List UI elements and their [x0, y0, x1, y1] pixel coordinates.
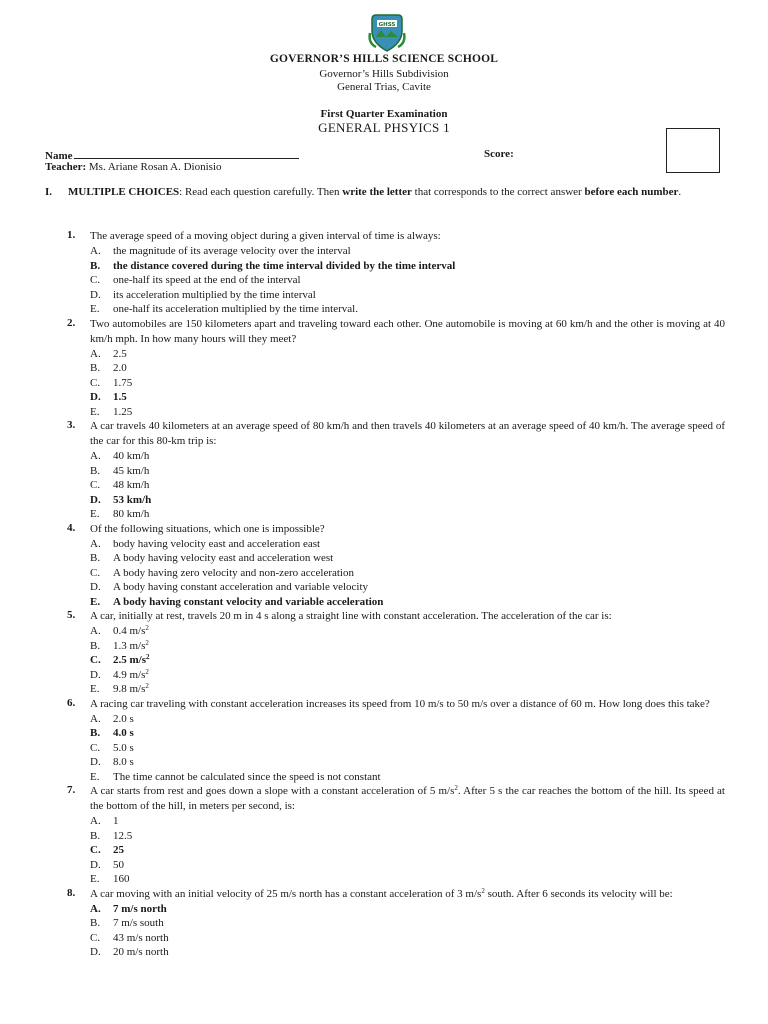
answer-option[interactable]: [90, 712, 725, 727]
question-item: [45, 887, 725, 960]
answer-option[interactable]: [90, 449, 725, 464]
option-text: 160: [113, 873, 130, 885]
option-letter: C.: [90, 376, 101, 389]
option-text: 45 km/h: [113, 464, 150, 477]
option-text: 25: [113, 844, 124, 856]
option-letter: B.: [90, 464, 101, 477]
answer-option[interactable]: [90, 580, 725, 595]
answer-option-correct[interactable]: [90, 726, 725, 741]
option-text: 8.0 s: [113, 756, 134, 768]
superscript: 2: [454, 784, 458, 792]
section-title: MULTIPLE CHOICES: [68, 186, 180, 198]
option-text: 12.5: [113, 829, 133, 842]
score-box[interactable]: [666, 128, 720, 173]
answer-option[interactable]: [90, 872, 725, 887]
option-letter: A.: [90, 712, 101, 725]
option-text: 1.3 m/s: [113, 639, 146, 652]
superscript: 2: [145, 667, 149, 676]
school-name: GOVERNOR’S HILLS SCIENCE SCHOOL: [269, 53, 499, 65]
instruction-text: : Read each question carefully. Then: [179, 186, 343, 198]
question-text: Of the following situations, which one is impossible?: [90, 522, 325, 535]
option-text: 1: [113, 815, 119, 827]
option-text: its acceleration multiplied by the time interval: [113, 288, 316, 301]
option-text: 2.5: [113, 347, 127, 360]
question-item: [45, 419, 725, 522]
name-label: Name: [45, 150, 73, 162]
answer-option[interactable]: [90, 302, 725, 317]
name-blank[interactable]: [74, 148, 299, 159]
name-field[interactable]: [45, 148, 299, 162]
answer-option[interactable]: [90, 931, 725, 946]
answer-option[interactable]: [90, 945, 725, 960]
question-text-part: A car starts from rest and goes down a slope with a constant acceleration of 5 m/s: [90, 785, 455, 797]
option-letter: D.: [90, 756, 101, 768]
question-item: [45, 697, 725, 785]
question-item: [45, 784, 725, 887]
answer-option[interactable]: [90, 405, 725, 420]
question-number: 8.: [67, 886, 76, 899]
answer-option[interactable]: [90, 244, 725, 259]
option-letter: D.: [90, 668, 101, 681]
option-letter: E.: [90, 595, 101, 608]
instruction-text: .: [678, 186, 682, 198]
option-text: 80 km/h: [113, 508, 150, 520]
option-text: 1.75: [113, 376, 133, 389]
option-text: 2.0: [113, 362, 127, 374]
answer-option[interactable]: [90, 566, 725, 581]
answer-option[interactable]: [90, 464, 725, 479]
question-text: [90, 784, 725, 814]
answer-option[interactable]: [90, 829, 725, 844]
option-letter: E.: [90, 873, 100, 885]
question-item: [45, 229, 725, 317]
option-letter: D.: [90, 391, 101, 403]
question-text: A car travels 40 kilometers at an average speed of 80 km/h and then travels 40 kilometers at an average speed of 40 km/h. The average speed of the car for this 80-km trip is:: [90, 420, 725, 447]
instruction-emphasis: write the letter: [342, 186, 412, 198]
answer-option[interactable]: [90, 361, 725, 376]
option-letter: B.: [90, 362, 101, 374]
instruction-text: that corresponds to the correct answer: [411, 186, 585, 198]
question-item: [45, 609, 725, 697]
option-text: A body having velocity east and acceleration west: [113, 552, 334, 564]
answer-option[interactable]: [90, 347, 725, 362]
answer-option[interactable]: [90, 639, 725, 654]
superscript: 2: [145, 682, 149, 690]
option-letter: C.: [90, 741, 101, 754]
option-text: 53 km/h: [113, 493, 152, 506]
option-letter: D.: [90, 946, 101, 958]
option-text: 4.0 s: [113, 727, 134, 739]
instruction-emphasis: before each number: [584, 186, 679, 198]
option-letter: B.: [90, 727, 101, 739]
logo-text: GHSS: [378, 22, 396, 28]
option-letter: C.: [90, 566, 101, 579]
answer-option-correct[interactable]: [90, 259, 725, 274]
option-text: the distance covered during the time interval divided by the time interval: [113, 259, 456, 272]
address-line-1: Governor’s Hills Subdivision: [319, 68, 449, 80]
question-text: [90, 887, 725, 902]
option-letter: A.: [90, 347, 101, 360]
answer-option-correct[interactable]: [90, 653, 725, 668]
answer-option[interactable]: [90, 537, 725, 552]
exam-title: First Quarter Examination: [320, 108, 448, 120]
answer-option[interactable]: [90, 682, 725, 697]
option-text: 50: [113, 858, 124, 871]
option-text: A body having zero velocity and non-zero acceleration: [113, 566, 354, 579]
superscript: 2: [146, 653, 150, 661]
option-text: 43 m/s north: [113, 931, 169, 944]
option-text: 2.0 s: [113, 712, 134, 725]
answer-option-correct[interactable]: [90, 902, 725, 917]
section-numeral: I.: [45, 186, 53, 198]
answer-option-correct[interactable]: [90, 843, 725, 858]
option-text: A body having constant acceleration and variable velocity: [113, 581, 369, 593]
teacher-label: Teacher:: [45, 161, 87, 173]
superscript: 2: [145, 624, 149, 632]
option-letter: D.: [90, 858, 101, 871]
school-logo: [366, 13, 408, 53]
option-text: one-half its acceleration multiplied by the time interval.: [113, 303, 358, 315]
question-number: 7.: [67, 784, 76, 796]
question-text-part: . After 5 s the car reaches the bottom of the hill. Its speed at the bottom of the hill, in meters per second, is:: [90, 785, 725, 812]
option-letter: D.: [90, 581, 101, 593]
teacher-row: [45, 161, 222, 173]
option-letter: C.: [90, 931, 101, 944]
question-number: 1.: [67, 229, 76, 241]
option-letter: A.: [90, 902, 101, 915]
option-text: 7 m/s north: [113, 902, 167, 915]
question-number: 6.: [67, 696, 76, 709]
answer-option[interactable]: [90, 288, 725, 303]
address-line-2: General Trias, Cavite: [337, 81, 431, 93]
question-number: 5.: [67, 609, 76, 621]
option-letter: B.: [90, 829, 101, 842]
option-letter: C.: [90, 479, 101, 491]
option-letter: A.: [90, 537, 101, 550]
option-letter: B.: [90, 917, 101, 929]
question-list: [45, 229, 725, 960]
question-text-part: south. After 6 seconds its velocity will be:: [484, 887, 673, 900]
option-text: 0.4 m/s: [113, 625, 146, 637]
question-item: [45, 522, 725, 610]
option-letter: C.: [90, 844, 101, 856]
option-text: The time cannot be calculated since the speed is not constant: [113, 770, 381, 783]
question-number: 2.: [67, 316, 76, 329]
answer-option[interactable]: [90, 624, 725, 639]
question-number: 4.: [67, 521, 76, 534]
option-letter: E.: [90, 683, 100, 695]
option-text: 5.0 s: [113, 741, 134, 754]
option-letter: A.: [90, 450, 101, 462]
option-letter: A.: [90, 815, 101, 827]
option-text: 48 km/h: [113, 479, 150, 491]
option-text: 2.5 m/s: [113, 654, 146, 666]
answer-option[interactable]: [90, 755, 725, 770]
option-letter: D.: [90, 288, 101, 301]
option-letter: C.: [90, 654, 101, 666]
question-text: A racing car traveling with constant acceleration increases its speed from 10 m/s to 50 m/s over a distance of 60 m. How long does this take?: [90, 697, 710, 710]
answer-option-correct[interactable]: [90, 493, 725, 508]
answer-option[interactable]: [90, 551, 725, 566]
answer-option[interactable]: [90, 507, 725, 522]
superscript: 2: [145, 638, 149, 647]
option-text: 40 km/h: [113, 450, 150, 462]
answer-option[interactable]: [90, 478, 725, 493]
option-text: A body having constant velocity and variable acceleration: [113, 595, 384, 608]
option-letter: A.: [90, 245, 101, 257]
answer-option[interactable]: [90, 814, 725, 829]
answer-option[interactable]: [90, 668, 725, 683]
option-text: 20 m/s north: [113, 946, 169, 958]
option-letter: E.: [90, 770, 100, 783]
option-letter: E.: [90, 303, 100, 315]
answer-option[interactable]: [90, 916, 725, 931]
section-instructions: [45, 185, 725, 200]
score-label: Score:: [484, 148, 514, 160]
question-item: [45, 317, 725, 420]
question-text: A car, initially at rest, travels 20 m in 4 s along a straight line with constant acceleration. The acceleration of the car is:: [90, 610, 612, 622]
option-text: 1.5: [113, 391, 127, 403]
option-text: 7 m/s south: [113, 917, 164, 929]
option-letter: B.: [90, 639, 101, 652]
option-text: the magnitude of its average velocity over the interval: [113, 245, 351, 257]
answer-option[interactable]: [90, 376, 725, 391]
answer-option-correct[interactable]: [90, 595, 725, 610]
option-letter: E.: [90, 405, 100, 418]
question-text: The average speed of a moving object during a given interval of time is always:: [90, 230, 441, 242]
teacher-name: Ms. Ariane Rosan A. Dionisio: [88, 161, 222, 173]
answer-option[interactable]: [90, 273, 725, 288]
question-text-part: A car moving with an initial velocity of 25 m/s north has a constant acceleration of 3 m/s: [90, 887, 482, 900]
option-letter: B.: [90, 259, 101, 272]
option-text: 1.25: [113, 405, 133, 418]
subject-title: GENERAL PHSYICS 1: [318, 120, 450, 135]
answer-option[interactable]: [90, 858, 725, 873]
option-letter: C.: [90, 274, 101, 286]
option-letter: D.: [90, 493, 101, 506]
option-letter: E.: [90, 508, 100, 520]
option-letter: B.: [90, 552, 101, 564]
answer-option-correct[interactable]: [90, 390, 725, 405]
answer-option[interactable]: [90, 741, 725, 756]
option-text: 9.8 m/s: [113, 683, 146, 695]
option-letter: A.: [90, 625, 101, 637]
answer-option[interactable]: [90, 770, 725, 785]
option-text: one-half its speed at the end of the interval: [113, 274, 301, 286]
option-text: 4.9 m/s: [113, 668, 146, 681]
question-number: 3.: [67, 419, 76, 431]
option-text: body having velocity east and acceleration east: [113, 537, 321, 550]
superscript: 2: [481, 886, 485, 895]
question-text: Two automobiles are 150 kilometers apart and traveling toward each other. One automobile is moving at 60 km/h and the other is moving at 40 km/h mph. In how many hours will they meet?: [90, 317, 725, 345]
